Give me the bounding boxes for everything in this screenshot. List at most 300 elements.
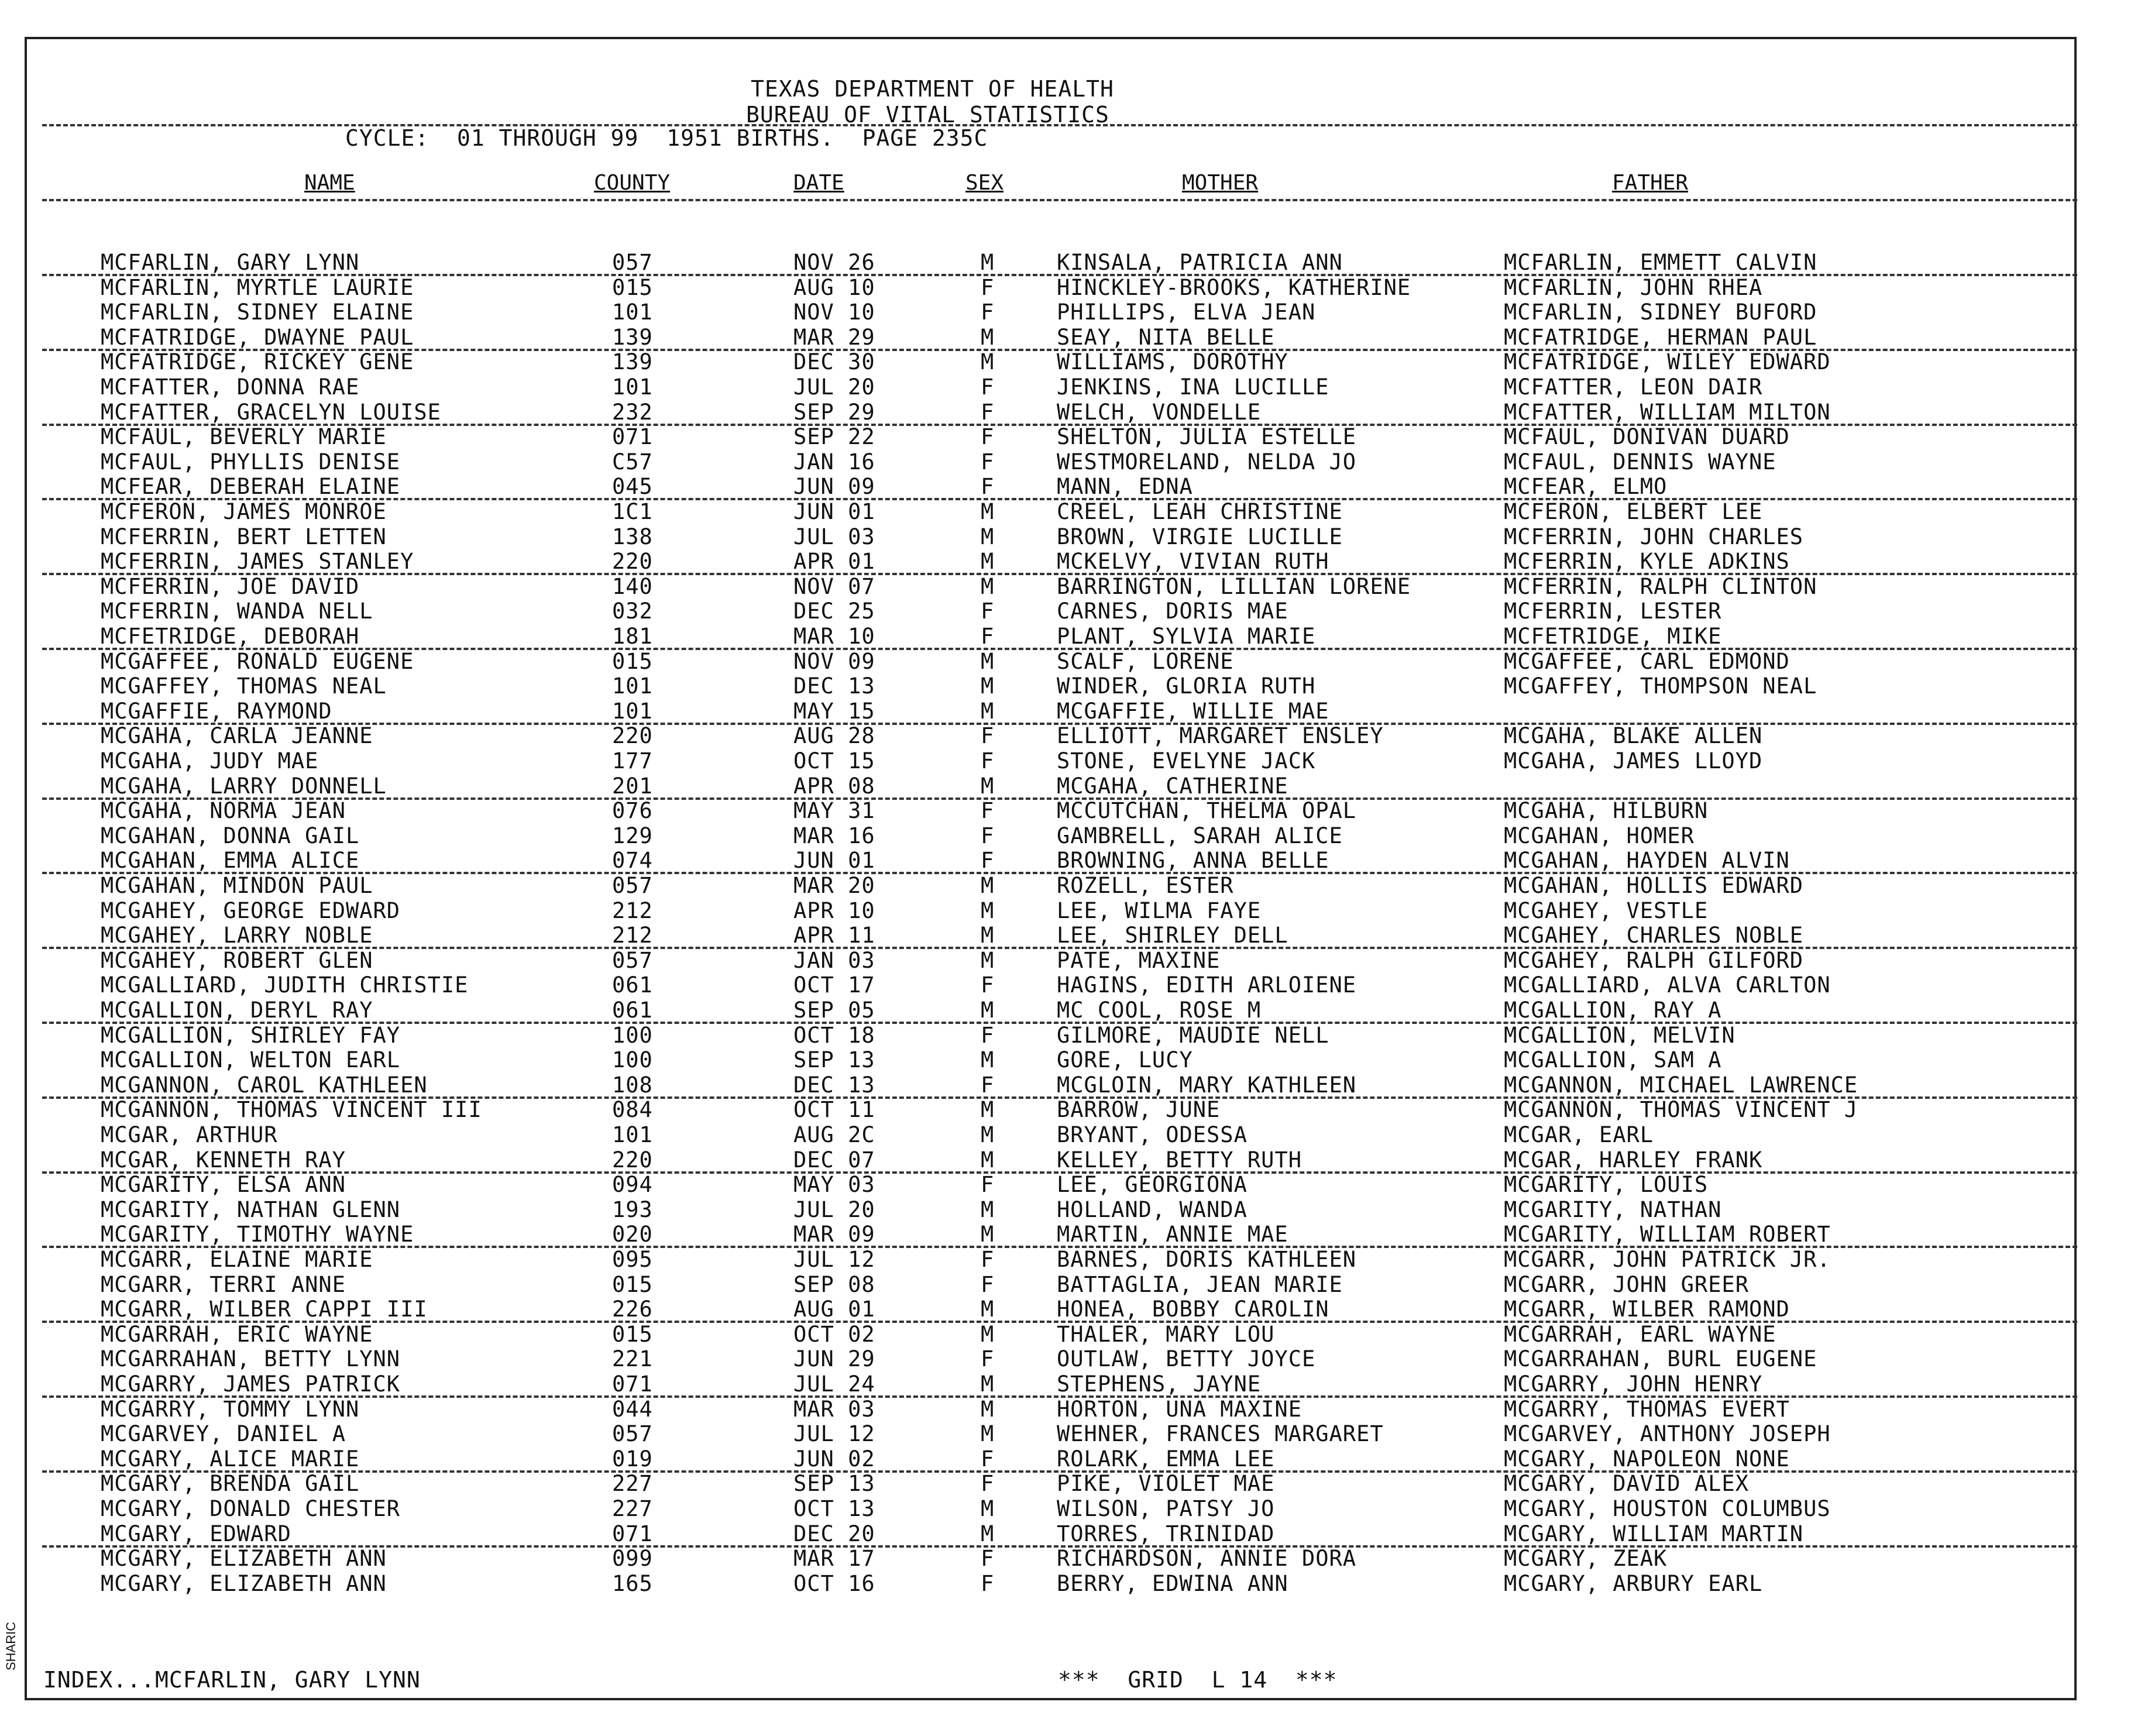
cell-county: 139 (612, 349, 653, 375)
cell-sex: F (981, 449, 995, 475)
cell-county: 140 (612, 573, 653, 599)
cell-mother: MC COOL, ROSE M (1057, 998, 1262, 1023)
cell-father: MCGANNON, MICHAEL LAWRENCE (1504, 1072, 1858, 1098)
cell-sex: F (981, 374, 995, 400)
cell-father: MCFATTER, LEON DAIR (1504, 374, 1763, 400)
cell-date: SEP 22 (793, 424, 875, 450)
cell-date: MAY 31 (793, 798, 875, 824)
cell-county: 057 (612, 250, 653, 275)
footer-index: INDEX...MCFARLIN, GARY LYNN (43, 1667, 421, 1693)
table-row (0, 1023, 2106, 1048)
cell-mother: PLANT, SYLVIA MARIE (1057, 624, 1316, 649)
cell-county: 074 (612, 848, 653, 874)
cell-county: 071 (612, 1521, 653, 1546)
cell-county: 099 (612, 1546, 653, 1572)
cell-name: MCGARITY, TIMOTHY WAYNE (101, 1222, 414, 1247)
cell-date: OCT 17 (793, 972, 875, 998)
cell-county: 015 (612, 1271, 653, 1297)
cell-name: MCGARRY, TOMMY LYNN (101, 1396, 360, 1422)
header-rule (42, 199, 2077, 201)
cell-county: 220 (612, 1147, 653, 1173)
cell-mother: MCCUTCHAN, THELMA OPAL (1057, 798, 1357, 824)
cell-sex: M (981, 524, 995, 549)
cell-sex: M (981, 698, 995, 724)
cell-sex: F (981, 1271, 995, 1297)
cell-mother: WILSON, PATSY JO (1057, 1496, 1275, 1521)
cell-father: MCFAUL, DONIVAN DUARD (1504, 424, 1790, 450)
table-row (0, 1497, 2106, 1521)
cell-county: 220 (612, 723, 653, 749)
cell-father: MCGARITY, LOUIS (1504, 1172, 1709, 1198)
cell-date: JUN 01 (793, 499, 875, 524)
cell-date: AUG 10 (793, 274, 875, 300)
title-bureau: BUREAU OF VITAL STATISTICS (746, 102, 1109, 128)
cell-father: MCGAHAN, HOMER (1504, 823, 1695, 848)
cell-sex: F (981, 798, 995, 824)
header-father: FATHER (1612, 171, 1689, 195)
cell-name: MCGALLION, SHIRLEY FAY (101, 1022, 401, 1048)
cycle-line: CYCLE: 01 THROUGH 99 1951 BIRTHS. PAGE 235C (345, 125, 988, 151)
cell-mother: GORE, LUCY (1057, 1047, 1193, 1073)
cell-mother: BROWNING, ANNA BELLE (1057, 848, 1329, 874)
cell-name: MCGAHEY, ROBERT GLEN (101, 947, 373, 973)
table-row (0, 1347, 2106, 1371)
cell-sex: M (981, 1371, 995, 1397)
cell-date: JUL 24 (793, 1371, 875, 1397)
cell-father: MCGAHEY, CHARLES NOBLE (1504, 923, 1804, 948)
cell-county: 101 (612, 1122, 653, 1147)
cell-name: MCGAHA, JUDY MAE (101, 748, 319, 774)
table-row (0, 1397, 2106, 1422)
table-row (0, 1472, 2106, 1496)
table-row (0, 1447, 2106, 1472)
cell-county: C57 (612, 449, 653, 475)
cell-county: 220 (612, 549, 653, 575)
cell-mother: WEHNER, FRANCES MARGARET (1057, 1421, 1384, 1447)
table-row (0, 276, 2106, 300)
table-row (0, 300, 2106, 325)
cell-sex: F (981, 1172, 995, 1198)
cell-mother: WINDER, GLORIA RUTH (1057, 673, 1316, 699)
cell-mother: LEE, WILMA FAYE (1057, 898, 1262, 923)
table-row (0, 998, 2106, 1023)
table-row (0, 1247, 2106, 1272)
cell-sex: F (981, 823, 995, 848)
cell-county: 1C1 (612, 499, 653, 524)
cell-father: MCGAHA, JAMES LLOYD (1504, 748, 1763, 774)
cell-father: MCGARR, JOHN GREER (1504, 1271, 1749, 1297)
cell-sex: M (981, 1297, 995, 1322)
cell-date: MAR 03 (793, 1396, 875, 1422)
cell-county: 044 (612, 1396, 653, 1422)
cell-date: SEP 05 (793, 998, 875, 1023)
table-row (0, 649, 2106, 674)
cell-father: MCFETRIDGE, MIKE (1504, 624, 1722, 649)
cell-county: 129 (612, 823, 653, 848)
table-row (0, 425, 2106, 449)
cell-father: MCGARY, ARBURY EARL (1504, 1570, 1763, 1596)
cell-mother: WILLIAMS, DOROTHY (1057, 349, 1288, 375)
cell-sex: F (981, 424, 995, 450)
cell-date: OCT 18 (793, 1022, 875, 1048)
cell-county: 227 (612, 1471, 653, 1497)
table-row (0, 948, 2106, 973)
cell-county: 138 (612, 524, 653, 549)
cell-father: MCFERRIN, RALPH CLINTON (1504, 573, 1817, 599)
cell-mother: ROZELL, ESTER (1057, 873, 1234, 898)
cell-date: SEP 13 (793, 1047, 875, 1073)
cell-date: JUL 12 (793, 1247, 875, 1272)
table-row (0, 724, 2106, 748)
cell-date: APR 08 (793, 773, 875, 799)
cell-date: JAN 16 (793, 449, 875, 475)
cell-mother: BARRINGTON, LILLIAN LORENE (1057, 573, 1411, 599)
cell-date: JAN 03 (793, 947, 875, 973)
cell-date: APR 01 (793, 549, 875, 575)
cell-county: 045 (612, 474, 653, 500)
cell-county: 020 (612, 1222, 653, 1247)
cell-mother: SEAY, NITA BELLE (1057, 324, 1275, 350)
cell-father: MCGARR, JOHN PATRICK JR. (1504, 1247, 1831, 1272)
cell-father: MCGARRAH, EARL WAYNE (1504, 1321, 1776, 1347)
title-department: TEXAS DEPARTMENT OF HEALTH (751, 76, 1114, 102)
side-label: SHARIC (4, 1621, 18, 1670)
cell-date: OCT 11 (793, 1097, 875, 1123)
cell-sex: F (981, 474, 995, 500)
cell-mother: TORRES, TRINIDAD (1057, 1521, 1275, 1546)
cell-father: MCFATRIDGE, WILEY EDWARD (1504, 349, 1831, 375)
cell-county: 212 (612, 923, 653, 948)
cell-date: MAR 17 (793, 1546, 875, 1572)
cell-county: 139 (612, 324, 653, 350)
cell-sex: M (981, 499, 995, 524)
cell-sex: M (981, 549, 995, 575)
cell-sex: M (981, 250, 995, 275)
cell-mother: SCALF, LORENE (1057, 648, 1234, 674)
cell-name: MCGARY, DONALD CHESTER (101, 1496, 401, 1521)
cell-name: MCFARLIN, GARY LYNN (101, 250, 360, 275)
cell-county: 100 (612, 1022, 653, 1048)
cell-mother: ROLARK, EMMA LEE (1057, 1446, 1275, 1472)
cell-sex: M (981, 673, 995, 699)
cell-sex: F (981, 848, 995, 874)
table-row (0, 848, 2106, 873)
cell-sex: F (981, 1570, 995, 1596)
cell-mother: ELLIOTT, MARGARET ENSLEY (1057, 723, 1384, 749)
cell-name: MCGALLION, DERYL RAY (101, 998, 373, 1023)
cell-county: 015 (612, 1321, 653, 1347)
cell-father: MCGAFFEY, THOMPSON NEAL (1504, 673, 1817, 699)
cell-name: MCGAFFEE, RONALD EUGENE (101, 648, 414, 674)
cell-mother: STEPHENS, JAYNE (1057, 1371, 1262, 1397)
cell-date: MAY 03 (793, 1172, 875, 1198)
cell-county: 071 (612, 424, 653, 450)
cell-sex: M (981, 1097, 995, 1123)
cell-name: MCGAR, ARTHUR (101, 1122, 278, 1147)
cell-sex: F (981, 748, 995, 774)
cell-date: MAR 29 (793, 324, 875, 350)
table-row (0, 1148, 2106, 1173)
cell-county: 076 (612, 798, 653, 824)
cell-sex: M (981, 573, 995, 599)
cell-date: MAY 15 (793, 698, 875, 724)
cell-county: 015 (612, 274, 653, 300)
cell-sex: F (981, 399, 995, 425)
cell-mother: HINCKLEY-BROOKS, KATHERINE (1057, 274, 1411, 300)
cell-date: DEC 07 (793, 1147, 875, 1173)
cell-father: MCGANNON, THOMAS VINCENT J (1504, 1097, 1858, 1123)
cell-father: MCFERRIN, JOHN CHARLES (1504, 524, 1804, 549)
table-row (0, 1372, 2106, 1397)
cell-father: MCFARLIN, JOHN RHEA (1504, 274, 1763, 300)
cell-father: MCGARY, WILLIAM MARTIN (1504, 1521, 1804, 1546)
cell-mother: HOLLAND, WANDA (1057, 1197, 1248, 1222)
cell-date: SEP 13 (793, 1471, 875, 1497)
cell-name: MCGARITY, ELSA ANN (101, 1172, 346, 1198)
table-row (0, 1123, 2106, 1147)
cell-mother: STONE, EVELYNE JACK (1057, 748, 1316, 774)
cell-county: 057 (612, 947, 653, 973)
table-row (0, 624, 2106, 649)
cell-name: MCGANNON, THOMAS VINCENT III (101, 1097, 482, 1123)
cell-name: MCFETRIDGE, DEBORAH (101, 624, 360, 649)
cell-father: MCFARLIN, SIDNEY BUFORD (1504, 300, 1817, 325)
cell-sex: M (981, 1047, 995, 1073)
cell-father: MCFEAR, ELMO (1504, 474, 1668, 500)
cell-father: MCFERRIN, KYLE ADKINS (1504, 549, 1790, 575)
cell-name: MCFERON, JAMES MONROE (101, 499, 387, 524)
cell-county: 095 (612, 1247, 653, 1272)
table-row (0, 1422, 2106, 1446)
cell-date: NOV 09 (793, 648, 875, 674)
table-row (0, 525, 2106, 549)
cell-county: 193 (612, 1197, 653, 1222)
header-county: COUNTY (594, 171, 671, 195)
cell-county: 057 (612, 1421, 653, 1447)
cell-sex: F (981, 599, 995, 624)
cell-mother: BERRY, EDWINA ANN (1057, 1570, 1288, 1596)
cell-date: DEC 30 (793, 349, 875, 375)
cell-county: 100 (612, 1047, 653, 1073)
cell-date: OCT 13 (793, 1496, 875, 1521)
cell-name: MCGAHAN, DONNA GAIL (101, 823, 360, 848)
cell-sex: F (981, 1446, 995, 1472)
cell-date: JUN 02 (793, 1446, 875, 1472)
cell-sex: F (981, 1471, 995, 1497)
cell-date: DEC 25 (793, 599, 875, 624)
cell-date: APR 10 (793, 898, 875, 923)
cell-sex: M (981, 947, 995, 973)
cell-mother: WESTMORELAND, NELDA JO (1057, 449, 1357, 475)
cell-mother: SHELTON, JULIA ESTELLE (1057, 424, 1357, 450)
cell-county: 084 (612, 1097, 653, 1123)
cell-mother: CARNES, DORIS MAE (1057, 599, 1288, 624)
cell-county: 212 (612, 898, 653, 923)
table-row (0, 874, 2106, 898)
cell-date: DEC 20 (793, 1521, 875, 1546)
table-row (0, 350, 2106, 374)
cell-sex: M (981, 1521, 995, 1546)
table-row (0, 1222, 2106, 1247)
cell-date: MAR 09 (793, 1222, 875, 1247)
cell-mother: GAMBRELL, SARAH ALICE (1057, 823, 1343, 848)
cell-name: MCFATTER, DONNA RAE (101, 374, 360, 400)
cell-mother: MCGAHA, CATHERINE (1057, 773, 1288, 799)
cell-name: MCGAHA, LARRY DONNELL (101, 773, 387, 799)
cell-father: MCGALLION, MELVIN (1504, 1022, 1736, 1048)
cell-county: 094 (612, 1172, 653, 1198)
cell-name: MCGARRAHAN, BETTY LYNN (101, 1346, 401, 1372)
cell-name: MCFATRIDGE, DWAYNE PAUL (101, 324, 414, 350)
cell-date: JUL 12 (793, 1421, 875, 1447)
cell-date: APR 11 (793, 923, 875, 948)
cell-county: 071 (612, 1371, 653, 1397)
table-row (0, 824, 2106, 848)
table-row (0, 450, 2106, 475)
cell-sex: M (981, 923, 995, 948)
table-row (0, 899, 2106, 923)
cell-date: JUN 01 (793, 848, 875, 874)
table-row (0, 1273, 2106, 1297)
cell-father: MCGARR, WILBER RAMOND (1504, 1297, 1790, 1322)
cell-name: MCGANNON, CAROL KATHLEEN (101, 1072, 428, 1098)
cell-father: MCGAR, HARLEY FRANK (1504, 1147, 1763, 1173)
cell-father: MCGARY, NAPOLEON NONE (1504, 1446, 1790, 1472)
cell-mother: GILMORE, MAUDIE NELL (1057, 1022, 1329, 1048)
cell-mother: MCGAFFIE, WILLIE MAE (1057, 698, 1329, 724)
cell-mother: HONEA, BOBBY CAROLIN (1057, 1297, 1329, 1322)
cell-county: 181 (612, 624, 653, 649)
cell-county: 019 (612, 1446, 653, 1472)
table-row (0, 1073, 2106, 1098)
cell-county: 232 (612, 399, 653, 425)
cell-date: NOV 10 (793, 300, 875, 325)
cell-name: MCFARLIN, MYRTLE LAURIE (101, 274, 414, 300)
table-row (0, 674, 2106, 699)
table-row (0, 749, 2106, 774)
cell-date: AUG 2C (793, 1122, 875, 1147)
cell-name: MCFATTER, GRACELYN LOUISE (101, 399, 441, 425)
cell-name: MCGAHA, NORMA JEAN (101, 798, 346, 824)
table-row (0, 799, 2106, 823)
cell-mother: JENKINS, INA LUCILLE (1057, 374, 1329, 400)
cell-name: MCFAUL, BEVERLY MARIE (101, 424, 387, 450)
table-row (0, 325, 2106, 350)
cell-sex: M (981, 1122, 995, 1147)
cell-father: MCGAFFEE, CARL EDMOND (1504, 648, 1790, 674)
cell-sex: F (981, 274, 995, 300)
cell-father: MCGAHEY, RALPH GILFORD (1504, 947, 1804, 973)
cell-mother: OUTLAW, BETTY JOYCE (1057, 1346, 1316, 1372)
cell-father: MCGALLIARD, ALVA CARLTON (1504, 972, 1831, 998)
cell-date: AUG 28 (793, 723, 875, 749)
cell-sex: M (981, 873, 995, 898)
cell-date: DEC 13 (793, 1072, 875, 1098)
cell-county: 101 (612, 698, 653, 724)
cell-date: SEP 29 (793, 399, 875, 425)
cell-mother: BATTAGLIA, JEAN MARIE (1057, 1271, 1343, 1297)
cell-name: MCGARR, ELAINE MARIE (101, 1247, 373, 1272)
table-row (0, 1322, 2106, 1347)
cell-date: MAR 20 (793, 873, 875, 898)
cell-name: MCGARY, ALICE MARIE (101, 1446, 360, 1472)
table-row (0, 1297, 2106, 1322)
cell-father: MCGARITY, NATHAN (1504, 1197, 1722, 1222)
cell-name: MCGALLION, WELTON EARL (101, 1047, 401, 1073)
cell-father: MCGARRAHAN, BURL EUGENE (1504, 1346, 1817, 1372)
cell-father: MCGARVEY, ANTHONY JOSEPH (1504, 1421, 1831, 1447)
cell-name: MCFERRIN, JOE DAVID (101, 573, 360, 599)
cell-county: 061 (612, 998, 653, 1023)
cell-sex: M (981, 1222, 995, 1247)
cell-date: SEP 08 (793, 1271, 875, 1297)
header-sex: SEX (965, 171, 1004, 195)
cell-name: MCFARLIN, SIDNEY ELAINE (101, 300, 414, 325)
cell-name: MCGAFFIE, RAYMOND (101, 698, 332, 724)
cell-date: JUL 20 (793, 374, 875, 400)
table-row (0, 1546, 2106, 1571)
cell-father: MCFARLIN, EMMETT CALVIN (1504, 250, 1817, 275)
cell-sex: M (981, 1496, 995, 1521)
table-row (0, 250, 2106, 275)
cell-mother: BROWN, VIRGIE LUCILLE (1057, 524, 1343, 549)
cell-mother: MARTIN, ANNIE MAE (1057, 1222, 1288, 1247)
cell-father: MCFERRIN, LESTER (1504, 599, 1722, 624)
table-row (0, 774, 2106, 799)
cell-mother: BARROW, JUNE (1057, 1097, 1221, 1123)
cell-name: MCFERRIN, BERT LETTEN (101, 524, 387, 549)
cell-sex: F (981, 723, 995, 749)
cell-name: MCGARRY, JAMES PATRICK (101, 1371, 401, 1397)
cell-date: DEC 13 (793, 673, 875, 699)
cell-name: MCGARY, ELIZABETH ANN (101, 1570, 387, 1596)
cell-name: MCGAR, KENNETH RAY (101, 1147, 346, 1173)
cell-father: MCGAR, EARL (1504, 1122, 1654, 1147)
table-row (0, 475, 2106, 499)
cell-county: 101 (612, 374, 653, 400)
cell-name: MCFERRIN, WANDA NELL (101, 599, 373, 624)
cell-date: MAR 16 (793, 823, 875, 848)
cell-sex: M (981, 648, 995, 674)
cell-sex: M (981, 998, 995, 1023)
cell-name: MCGARITY, NATHAN GLENN (101, 1197, 401, 1222)
cell-name: MCFATRIDGE, RICKEY GENE (101, 349, 414, 375)
table-row (0, 400, 2106, 425)
cell-sex: F (981, 1247, 995, 1272)
cell-name: MCGAHEY, LARRY NOBLE (101, 923, 373, 948)
cell-mother: MANN, EDNA (1057, 474, 1193, 500)
cell-sex: M (981, 349, 995, 375)
cell-mother: MCKELVY, VIVIAN RUTH (1057, 549, 1329, 575)
table-row (0, 500, 2106, 524)
cell-mother: BRYANT, ODESSA (1057, 1122, 1248, 1147)
table-row (0, 699, 2106, 724)
cell-sex: F (981, 300, 995, 325)
table-row (0, 923, 2106, 948)
cell-county: 201 (612, 773, 653, 799)
table-row (0, 599, 2106, 624)
cell-mother: MCGLOIN, MARY KATHLEEN (1057, 1072, 1357, 1098)
table-row (0, 1572, 2106, 1596)
cell-name: MCFAUL, PHYLLIS DENISE (101, 449, 401, 475)
cell-father: MCGARY, DAVID ALEX (1504, 1471, 1749, 1497)
cell-date: NOV 26 (793, 250, 875, 275)
cell-mother: PIKE, VIOLET MAE (1057, 1471, 1275, 1497)
cell-sex: F (981, 624, 995, 649)
table-row (0, 1198, 2106, 1222)
table-row (0, 549, 2106, 574)
cell-county: 227 (612, 1496, 653, 1521)
